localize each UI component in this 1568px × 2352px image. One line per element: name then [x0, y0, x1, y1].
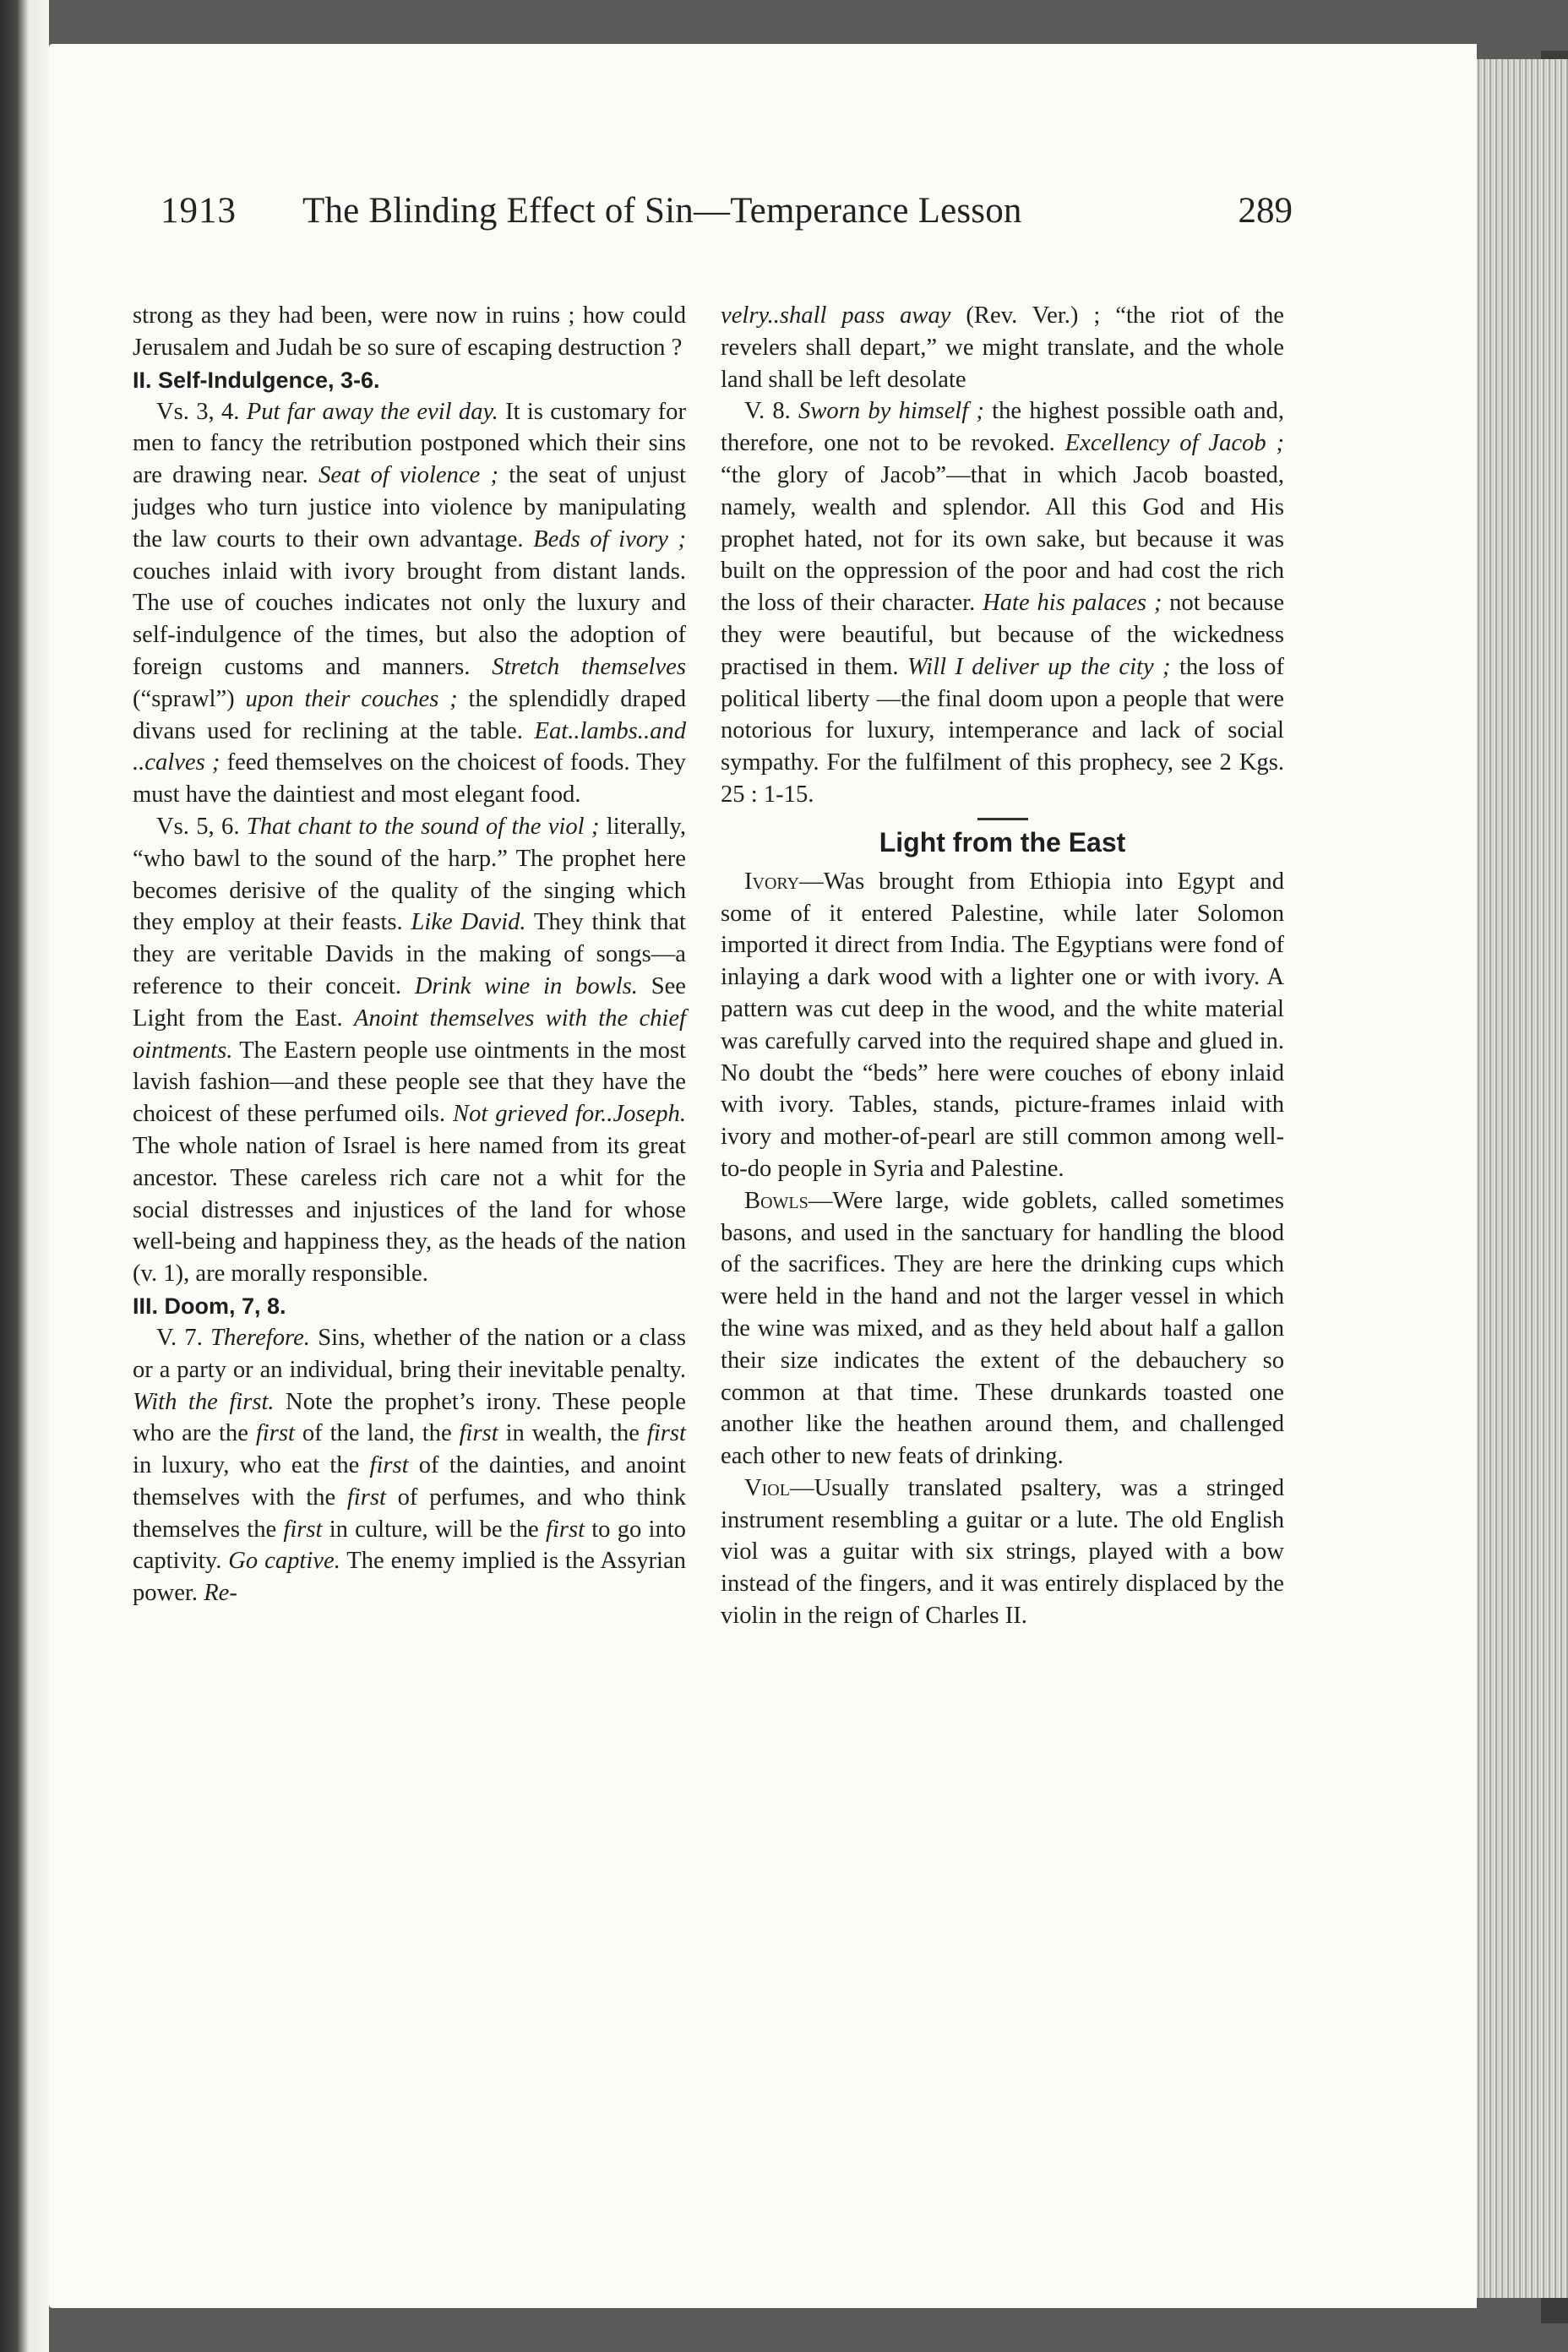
paragraph-vs-3-4: Vs. 3, 4. Put far away the evil day. It is customary for men to fancy the retribution postponed which their sins are drawing near. Seat of violence ; the seat of unjust judges who turn justice into violence by manipulating the law courts to their own advantage. Beds of ivory ; couches inlaid with ivory brought from distant lands. The use of couches indicates not only the luxury and self-indulgence of the times, but also the adoption of foreign customs and manners. Stretch themselves (“sprawl”) upon their couches ; the splendidly draped divans used for reclining at the table. Eat..lambs..and ..calves ; feed themselves on the choicest of foods. They must have the daintiest and most elegant food.: [133, 398, 686, 808]
section-heading-doom: III. Doom, 7, 8.: [133, 1293, 286, 1319]
header-year: 1913: [161, 191, 237, 231]
page-stack-edge: [1470, 59, 1568, 2298]
left-column: [133, 300, 686, 1609]
paragraph-ivory: Ivory—Was brought from Ethiopia into Egypt and some of it entered Palestine, while later Solomon imported it direct from India. The Egyptians were fond of inlaying a dark wood with a lighter one or with ivory. A pattern was cut deep in the wood, and the white material was carefully carved into the required shape and glued in. No doubt the “beds” here were couches of ebony inlaid with ivory. Tables, stands, picture-frames inlaid with ivory and mother-of-pearl are still common among well-to-do people in Syria and Palestine.: [721, 868, 1284, 1182]
running-header: [161, 190, 1293, 258]
term-ivory: Ivory: [744, 868, 800, 895]
section-heading-self-indulgence: II. Self-Indulgence, 3-6.: [133, 367, 380, 393]
paragraph-bowls: Bowls—Were large, wide goblets, called sometimes basons, and used in the sanctuary for handling the blood of the sacrifices. They are here the drinking cups which were held in the hand and not the larger vessel in which the wine was mixed, and as they held about half a gallon their size indicates the extent of the debauchery so common at that time. These drunkards toasted one another like the heathen around them, and challenged each other to new feats of drinking.: [721, 1187, 1284, 1470]
section-divider: [977, 818, 1028, 820]
header-title: The Blinding Effect of Sin—Temperance Lesson: [302, 191, 1022, 231]
paragraph-continuation: velry..shall pass away (Rev. Ver.) ; “the riot of the revelers shall depart,” we might translate, and the whole land shall be left desolate: [721, 302, 1284, 393]
right-column: [721, 300, 1284, 1632]
term-bowls: Bowls: [744, 1187, 808, 1214]
paragraph-v-8: V. 8. Sworn by himself ; the highest possible oath and, therefore, one not to be revoked. Excellency of Jacob ; “the glory of Jacob”—that in which Jacob boasted, namely, wealth and splendor. All this God and His prophet hated, not for its own sake, but because it was built on the oppression of the poor and had cost the rich the loss of their character. Hate his palaces ; not because they were beautiful, but because of the wickedness practised in them. Will I deliver up the city ; the loss of political liberty —the final doom upon a people that were notorious for luxury, intemperance and lack of social sympathy. For the fulfilment of this prophecy, see 2 Kgs. 25 : 1-15.: [721, 398, 1285, 808]
paragraph-intro: strong as they had been, were now in ruins ; how could Jerusalem and Judah be so sure of escaping destruction ?: [133, 302, 686, 361]
section-title-light-from-the-east: Light from the East: [879, 826, 1126, 858]
page-number: 289: [1238, 191, 1293, 231]
paragraph-v-7: V. 7. Therefore. Sins, whether of the nation or a class or a party or an individual, bring their inevitable penalty. With the first. Note the prophet’s irony. These people who are the first of the land, the first in wealth, the first in luxury, who eat the first of the dainties, and anoint themselves with the first of perfumes, and who think themselves the first in culture, will be the first to go into captivity. Go captive. The enemy implied is the Assyrian power. Re-: [133, 1324, 687, 1607]
paragraph-viol: Viol—Usually translated psaltery, was a stringed instrument resembling a guitar or a lute. The old English viol was a guitar with six strings, played with a bow instead of the fingers, and it was entirely displaced by the violin in the reign of Charles II.: [721, 1474, 1284, 1630]
paragraph-vs-5-6: Vs. 5, 6. That chant to the sound of the viol ; literally, “who bawl to the sound of the harp.” The prophet here becomes derisive of the quality of the singing which they employ at their feasts. Like David. They think that they are veritable Davids in the making of songs—a reference to their conceit. Drink wine in bowls. See Light from the East. Anoint themselves with the chief ointments. The Eastern people use ointments in the most lavish fashion—and these people see that they have the choicest of these perfumed oils. Not grieved for..Joseph. The whole nation of Israel is here named from its great ancestor. These careless rich care not a whit for the social distresses and injustices of the land for whose well-being and happiness they, as the heads of the nation (v. 1), are morally responsible.: [133, 813, 687, 1288]
term-viol: Viol: [744, 1474, 790, 1501]
previous-page-edge: [0, 0, 49, 2352]
